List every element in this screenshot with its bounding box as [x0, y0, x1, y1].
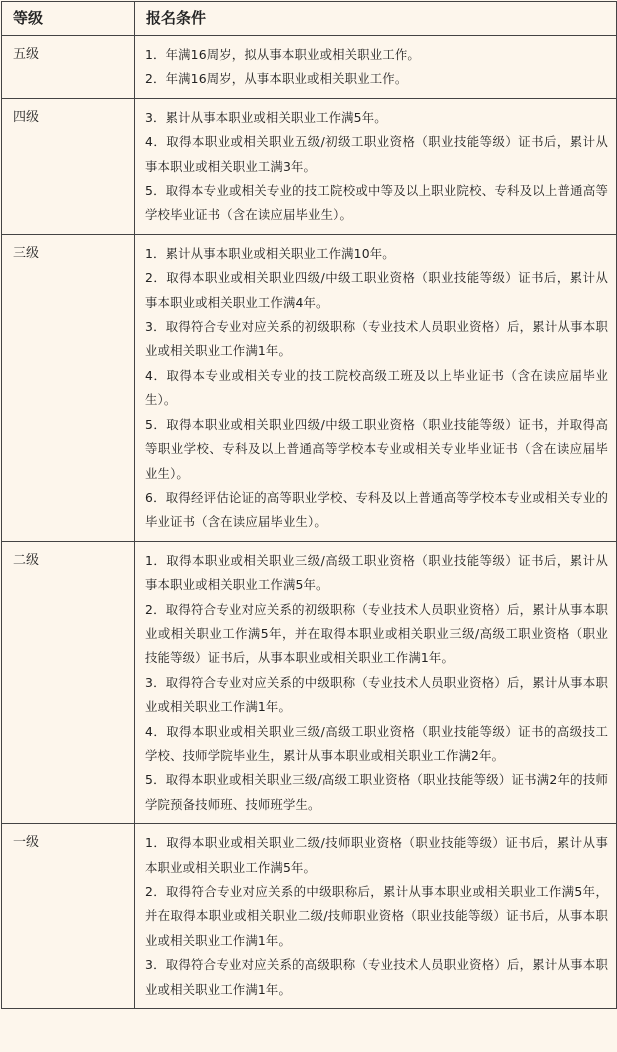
- condition-item: 3．取得符合专业对应关系的中级职称（专业技术人员职业资格）后，累计从事本职业或相关职业工作满1年。: [145, 674, 608, 715]
- condition-item: 5．取得本职业或相关职业四级/中级工职业资格（职业技能等级）证书，并取得高等职业学校、专科及以上普通高等学校本专业或相关专业毕业证书（含在读应届毕业生）。: [145, 416, 608, 481]
- condition-item: 2．取得符合专业对应关系的初级职称（专业技术人员职业资格）后，累计从事本职业或相关职业工作满5年，并在取得本职业或相关职业三级/高级工职业资格（职业技能等级）证书后，从事本职业或相关职业工作满1年。: [145, 601, 608, 666]
- level-cell: 三级: [2, 234, 135, 541]
- condition-item: 4．取得本职业或相关职业五级/初级工职业资格（职业技能等级）证书后，累计从事本职业或相关职业工满3年。: [145, 134, 608, 174]
- condition-item: 6．取得经评估论证的高等职业学校、专科及以上普通高等学校本专业或相关专业的毕业证书（含在读应届毕业生）。: [145, 489, 608, 530]
- condition-item: 1．累计从事本职业或相关职业工作满10年。: [145, 245, 395, 261]
- level-cell: 二级: [2, 541, 135, 823]
- conditions-cell: [135, 541, 617, 823]
- conditions-header: 报名条件: [135, 2, 617, 36]
- conditions-cell: [135, 98, 617, 234]
- header-row: [2, 2, 617, 36]
- condition-item: 1．年满16周岁，拟从事本职业或相关职业工作。: [145, 47, 420, 62]
- condition-item: 3．取得符合专业对应关系的初级职称（专业技术人员职业资格）后，累计从事本职业或相关职业工作满1年。: [145, 319, 608, 359]
- condition-item: 3．取得符合专业对应关系的高级职称（专业技术人员职业资格）后，累计从事本职业或相关职业工作满1年。: [145, 957, 608, 997]
- condition-item: 1．取得本职业或相关职业三级/高级工职业资格（职业技能等级）证书后，累计从事本职业或相关职业工作满5年。: [145, 552, 608, 593]
- level-header: 等级: [2, 2, 135, 36]
- level-cell: 五级: [2, 36, 135, 99]
- condition-item: 5．取得本职业或相关职业三级/高级工职业资格（职业技能等级）证书满2年的技师学院预备技师班、技师班学生。: [145, 772, 608, 812]
- condition-item: 2．年满16周岁，从事本职业或相关职业工作。: [145, 71, 408, 87]
- table-row: [2, 234, 617, 541]
- condition-item: 4．取得本专业或相关专业的技工院校高级工班及以上毕业证书（含在读应届毕业生）。: [145, 367, 608, 408]
- condition-item: 2．取得本职业或相关职业四级/中级工职业资格（职业技能等级）证书后，累计从事本职业或相关职业工作满4年。: [145, 270, 608, 310]
- level-cell: 一级: [2, 824, 135, 1009]
- conditions-cell: [135, 234, 617, 541]
- conditions-cell: [135, 36, 617, 99]
- requirements-table: [1, 1, 617, 1009]
- table-row: [2, 824, 617, 1009]
- level-cell: 四级: [2, 98, 135, 234]
- table-row: [2, 98, 617, 234]
- condition-item: 2．取得符合专业对应关系的中级职称后，累计从事本职业或相关职业工作满5年，并在取得本职业或相关职业二级/技师职业资格（职业技能等级）证书后，从事本职业或相关职业工作满1年。: [145, 884, 608, 948]
- condition-item: 5．取得本专业或相关专业的技工院校或中等及以上职业院校、专科及以上普通高等学校毕业证书（含在读应届毕业生）。: [145, 183, 608, 223]
- table-row: [2, 36, 617, 99]
- condition-item: 4．取得本职业或相关职业三级/高级工职业资格（职业技能等级）证书的高级技工学校、技师学院毕业生，累计从事本职业或相关职业工作满2年。: [145, 723, 608, 763]
- conditions-cell: [135, 824, 617, 1009]
- table-row: [2, 541, 617, 823]
- condition-item: 1．取得本职业或相关职业二级/技师职业资格（职业技能等级）证书后，累计从事本职业或相关职业工作满5年。: [145, 835, 608, 875]
- condition-item: 3．累计从事本职业或相关职业工作满5年。: [145, 109, 387, 125]
